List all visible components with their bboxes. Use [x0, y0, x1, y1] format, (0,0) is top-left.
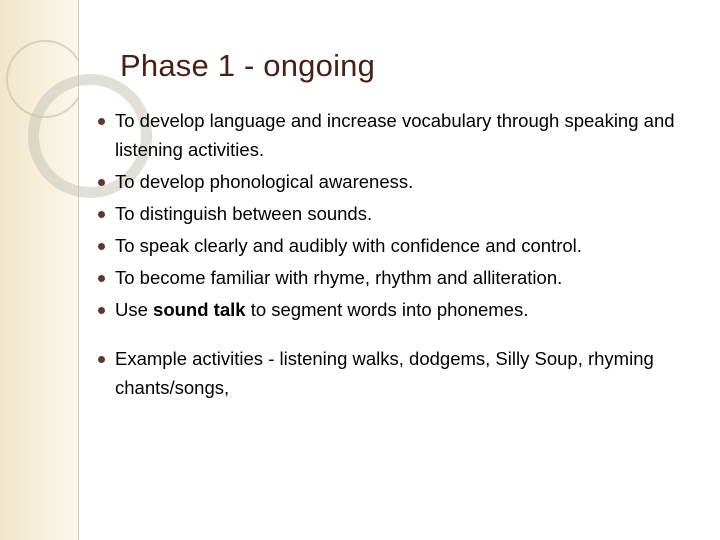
- bullet-list: [96, 106, 696, 405]
- slide-title: Phase 1 - ongoing: [120, 48, 376, 83]
- bullet-text: To develop language and increase vocabulary through speaking and listening activities.: [115, 110, 675, 160]
- bullet-text-bold: sound talk: [153, 299, 246, 320]
- bullet-text: To distinguish between sounds.: [115, 203, 373, 224]
- bullet-dot-icon: [98, 275, 105, 282]
- bullet-text: To become familiar with rhyme, rhythm and alliteration.: [115, 267, 563, 288]
- bullet-text: Example activities - listening walks, dodgems, Silly Soup, rhyming chants/songs,: [115, 348, 654, 398]
- bullet-item: [96, 231, 696, 260]
- bullet-text: To speak clearly and audibly with confidence and control.: [115, 235, 582, 256]
- bullet-dot-icon: [98, 179, 105, 186]
- bullet-dot-icon: [98, 307, 105, 314]
- bullet-text: To develop phonological awareness.: [115, 171, 414, 192]
- bullet-item: [96, 106, 696, 164]
- bullet-text-prefix: Use: [115, 299, 154, 320]
- bullet-item: [96, 344, 696, 402]
- bullet-dot-icon: [98, 243, 105, 250]
- bullet-dot-icon: [98, 356, 105, 363]
- bullet-item: [96, 263, 696, 292]
- bullet-item: [96, 167, 696, 196]
- bullet-dot-icon: [98, 211, 105, 218]
- bullet-item: [96, 199, 696, 228]
- bullet-text-suffix: to segment words into phonemes.: [245, 299, 529, 320]
- bullet-item: [96, 295, 696, 324]
- bullet-dot-icon: [98, 118, 105, 125]
